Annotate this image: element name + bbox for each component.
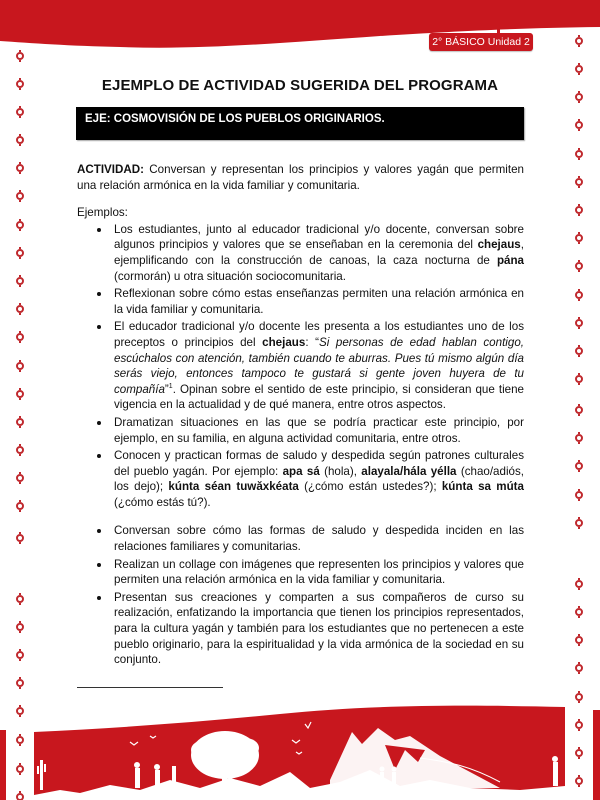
diamond-ornament-icon xyxy=(575,121,583,129)
diamond-ornament-icon xyxy=(16,108,24,116)
activity-label: ACTIVIDAD: xyxy=(77,163,144,176)
eje-label: EJE: COSMOVISIÓN DE LOS PUEBLOS ORIGINARIOS. xyxy=(85,113,385,125)
diamond-ornament-icon xyxy=(575,664,583,672)
examples-list xyxy=(77,222,524,668)
diamond-ornament-icon xyxy=(575,636,583,644)
diamond-ornament-icon xyxy=(16,249,24,257)
diamond-ornament-icon xyxy=(575,178,583,186)
diamond-ornament-icon xyxy=(575,37,583,45)
diamond-ornament-icon xyxy=(16,651,24,659)
diamond-ornament-icon xyxy=(575,150,583,158)
diamond-ornament-icon xyxy=(575,347,583,355)
diamond-ornament-icon xyxy=(575,406,583,414)
list-item: El educador tradicional y/o docente les presenta a los estudiantes uno de los preceptos o principios del chejaus: “Si personas de edad hablan contigo, escúchalos con atención, también cuando te aburras. Pues tú mismo algún día serás viejo, entonces tampoco te gustará si gente joven huyera de tu compañía”$^1$. Opinan sobre el sentido de este principio, si consideran que tiene vigencia en la actualidad y de qué manera, entre otros aspectos. xyxy=(77,319,524,413)
diamond-ornament-icon xyxy=(575,375,583,383)
diamond-ornament-icon xyxy=(575,291,583,299)
diamond-ornament-icon xyxy=(16,534,24,542)
diamond-ornament-icon xyxy=(575,462,583,470)
footnote-ref[interactable]: 1 xyxy=(168,382,173,390)
page-title: EJEMPLO DE ACTIVIDAD SUGERIDA DEL PROGRAMA xyxy=(101,77,499,94)
diamond-ornament-icon xyxy=(16,164,24,172)
diamond-ornament-icon xyxy=(16,192,24,200)
header-wave-banner xyxy=(0,0,600,60)
diamond-ornament-icon xyxy=(16,418,24,426)
diamond-ornament-icon xyxy=(575,234,583,242)
diamond-ornament-icon xyxy=(575,93,583,101)
activity-text: Conversan y representan los principios y valores yagán que permiten una relación armónica en la vida familiar y comunitaria. xyxy=(77,163,524,192)
diamond-ornament-icon xyxy=(575,319,583,327)
activity-paragraph xyxy=(77,162,524,193)
grade-unit-badge: 2° BÁSICO Unidad 2 xyxy=(429,33,533,51)
eje-banner xyxy=(76,107,524,140)
diamond-ornament-icon xyxy=(16,221,24,229)
diamond-ornament-icon xyxy=(16,52,24,60)
list-item: Presentan sus creaciones y comparten a sus compañeros de curso su realización, enfatizando la importancia que tienen los principios representados, para la cultura yagán y también para los estudiantes que no pertenecen a este pueblo originario, para la espiritualidad y la vida armónica de la sociedad en su conjunto. xyxy=(77,590,524,668)
diamond-ornament-icon xyxy=(575,491,583,499)
chejaus-quote: Si personas de edad hablan contigo, escúchalos con atención, también cuando te aburras. Pues tú mismo algún día serás viejo, entonces tampoco te gustará si gente joven huyera de tu compañía xyxy=(114,335,524,396)
diamond-ornament-icon xyxy=(16,502,24,510)
diamond-ornament-icon xyxy=(16,390,24,398)
list-item: Reflexionan sobre cómo estas enseñanzas permiten una relación armónica en la vida familiar y comunitaria. xyxy=(77,286,524,317)
list-item: Realizan un collage con imágenes que representen los principios y valores que permiten una relación armónica en la vida familiar y comunitaria. xyxy=(77,557,524,588)
left-ornament-border xyxy=(16,0,26,800)
diamond-ornament-icon xyxy=(16,446,24,454)
diamond-ornament-icon xyxy=(16,362,24,370)
list-item: Conocen y practican formas de saludo y despedida según patrones culturales del pueblo yagán. Por ejemplo: apa sá (hola), alayala/hála yélla (chao/adiós, los dejo); kúnta séan tuwăxkéata (¿cómo están ustedes?); kúnta sa múta (¿cómo estás tú?). xyxy=(77,448,524,510)
list-item: Conversan sobre cómo las formas de saludo y despedida inciden en las relaciones familiares y comunitarias. xyxy=(77,523,524,554)
diamond-ornament-icon xyxy=(16,474,24,482)
diamond-ornament-icon xyxy=(16,277,24,285)
diamond-ornament-icon xyxy=(16,333,24,341)
diamond-ornament-icon xyxy=(575,206,583,214)
diamond-ornament-icon xyxy=(575,434,583,442)
diamond-ornament-icon xyxy=(575,65,583,73)
examples-label: Ejemplos: xyxy=(77,206,128,220)
diamond-ornament-icon xyxy=(575,580,583,588)
diamond-ornament-icon xyxy=(16,595,24,603)
right-ornament-border xyxy=(575,0,585,800)
footer-landscape-illustration xyxy=(0,700,600,800)
activity-content xyxy=(77,162,524,670)
list-item: Dramatizan situaciones en las que se podría practicar este principio, por ejemplo, en su familia, en alguna actividad comunitaria, entre otros. xyxy=(77,415,524,446)
footnote-separator xyxy=(77,687,223,688)
diamond-ornament-icon xyxy=(16,623,24,631)
diamond-ornament-icon xyxy=(16,136,24,144)
diamond-ornament-icon xyxy=(575,262,583,270)
diamond-ornament-icon xyxy=(16,679,24,687)
diamond-ornament-icon xyxy=(575,608,583,616)
list-item: Los estudiantes, junto al educador tradicional y/o docente, conversan sobre algunos principios y valores que se enseñaban en la ceremonia del chejaus, ejemplificando con la construcción de canoas, la caza nocturna de pána (cormorán) u otra situación sociocomunitaria. xyxy=(77,222,524,284)
diamond-ornament-icon xyxy=(16,305,24,313)
diamond-ornament-icon xyxy=(575,519,583,527)
